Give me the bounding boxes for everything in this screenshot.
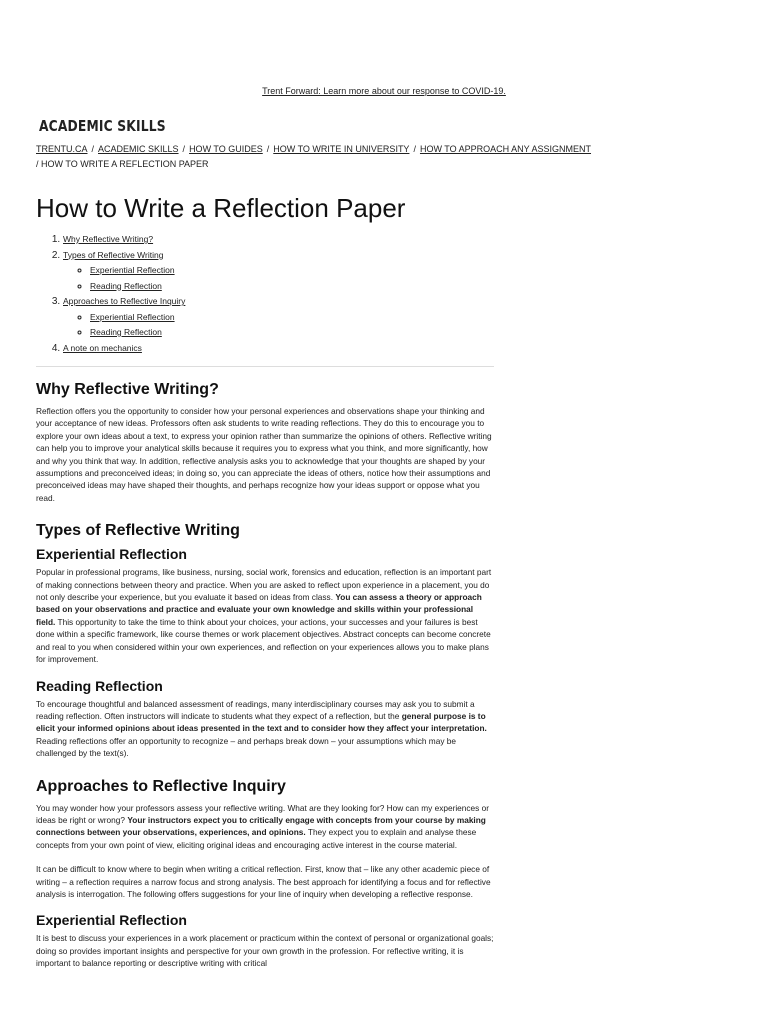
- subheading-types-experiential: Experiential Reflection: [36, 546, 187, 563]
- toc-item: [63, 232, 496, 248]
- section-heading-why: Why Reflective Writing?: [36, 381, 219, 398]
- text-segment: You may wonder how your professors assess your reflective writing. What are they looking for? How can my experiences or ideas be right or wrong?: [36, 802, 489, 825]
- text-segment: This opportunity to take the time to think about your choices, your actions, your successes and your failures is best done within a specific framework, like course themes or work placement objectives. Abstract concepts can become concrete and real to you when considered within your own experiences, and reflection on your experiences allows you to make plans for improvement.: [36, 616, 491, 665]
- breadcrumb-item-trentu[interactable]: TRENTU.CA: [36, 144, 88, 154]
- toc-subitem: [90, 310, 496, 326]
- covid-banner-link[interactable]: Trent Forward: Learn more about our response to COVID-19.: [262, 86, 506, 96]
- text-segment: Popular in professional programs, like business, nursing, social work, forensics and education, reflection is an important part of making connections between theory and practice. When you are asked to reflect upon experience in a placement, you do not only describe your experience, but you evaluate it based on ideas from class.: [36, 567, 492, 603]
- page-title: How to Write a Reflection Paper: [36, 193, 406, 223]
- toc-link-note-on-mechanics[interactable]: A note on mechanics: [63, 342, 142, 353]
- article-content: [36, 381, 494, 982]
- toc-link-why-reflective-writing[interactable]: Why Reflective Writing?: [63, 234, 154, 244]
- text-emphasis: Your instructors expect you to critically engage with concepts from your course by making connections between your observations, experiences, and opinions.: [36, 814, 486, 838]
- breadcrumb-separator: /: [36, 159, 39, 169]
- breadcrumb-separator: /: [413, 144, 416, 154]
- breadcrumb-current: HOW TO WRITE A REFLECTION PAPER: [41, 159, 209, 169]
- breadcrumb: [36, 142, 606, 172]
- toc-divider: [36, 366, 494, 367]
- breadcrumb-item-academic-skills[interactable]: ACADEMIC SKILLS: [98, 144, 179, 154]
- breadcrumb-item-how-to-approach-any-assignment[interactable]: HOW TO APPROACH ANY ASSIGNMENT: [419, 144, 592, 154]
- toc-subitem: [90, 263, 496, 279]
- subheading-types-reading: Reading Reflection: [36, 677, 163, 694]
- toc-link-approaches[interactable]: Approaches to Reflective Inquiry: [63, 296, 186, 306]
- text-segment: Reading reflections offer an opportunity to recognize – and perhaps break down – your assumptions which may be challenged by the text(s).: [36, 735, 457, 759]
- text-emphasis: general purpose is to elicit your informed opinions about ideas presented in the text and to consider how they affect your interpretation.: [36, 710, 487, 734]
- subheading-approaches-experiential: Experiential Reflection: [36, 912, 187, 929]
- breadcrumb-separator: /: [266, 144, 270, 154]
- text-segment: They expect you to explain and analyse these concepts from your own point of view, eliciting original ideas and encouraging active interest in the course material.: [36, 827, 477, 850]
- paragraph-approaches-2: It can be difficult to know where to begin when writing a critical reflection. First, know that – like any other academic piece of writing – a reflection requires a narrow focus and strong analysis. The best approach for identifying a focus and for reflective analysis is interrogation. The following offers suggestions for your line of inquiry when developing a reflective response.: [36, 864, 491, 899]
- paragraph-types-experiential: [36, 566, 494, 665]
- toc-subitem: [90, 279, 496, 295]
- text-segment: To encourage thoughtful and balanced assessment of readings, many interdisciplinary courses may ask you to submit a reading reflection. Often instructors will indicate to students what they expect of a reflection, but the: [36, 698, 475, 721]
- paragraph-types-reading: [36, 698, 494, 760]
- toc-link-approaches-experiential[interactable]: Experiential Reflection: [90, 311, 175, 322]
- covid-banner: [0, 86, 768, 96]
- paragraph-approaches-1: [36, 802, 494, 852]
- section-heading-types: Types of Reflective Writing: [36, 522, 240, 540]
- toc-link-types-reading[interactable]: Reading Reflection: [90, 280, 162, 291]
- breadcrumb-separator: /: [182, 144, 186, 154]
- toc-item: [63, 341, 496, 357]
- section-heading-approaches: Approaches to Reflective Inquiry: [36, 777, 286, 795]
- site-name[interactable]: ACADEMIC SKILLS: [39, 117, 166, 135]
- text-emphasis: You can assess a theory or approach based on your observations and practice and evaluate your own knowledge and skills within your professional field.: [36, 592, 482, 627]
- breadcrumb-separator: /: [91, 144, 95, 154]
- toc-link-types-of-reflective-writing[interactable]: Types of Reflective Writing: [63, 249, 164, 260]
- table-of-contents: [36, 232, 496, 356]
- toc-item: [63, 248, 496, 295]
- toc-item: [63, 294, 496, 341]
- paragraph-approaches-experiential: It is best to discuss your experiences in a work placement or practicum within the context of personal or organizational goals; doing so provides important insights and perspective for your own growth in the profession. For reflective writing, it is important to balance reporting or descriptive writing with critical: [36, 933, 494, 969]
- toc-link-approaches-reading[interactable]: Reading Reflection: [90, 327, 162, 337]
- toc-link-types-experiential[interactable]: Experiential Reflection: [90, 265, 175, 275]
- toc-subitem: [90, 325, 496, 341]
- breadcrumb-item-how-to-guides[interactable]: HOW TO GUIDES: [189, 144, 263, 154]
- paragraph-why: Reflection offers you the opportunity to consider how your personal experiences and observations shape your thinking and your acceptance of new ideas. Professors often ask students to write reading reflections. They do this to encourage you to explore your own ideas about a text, to express your opinion rather than summarize the opinions of others. Reflective writing can help you to improve your analytical skills because it requires you to express what you think, and more significantly, how and why you think that way. In addition, reflective analysis asks you to acknowledge that your thoughts are shaped by your assumptions and preconceived ideas; in doing so, you can appreciate the ideas of others, notice how their assumptions and preconceived ideas may have shaped their thoughts, and perhaps recognize how your ideas support or oppose what you read.: [36, 406, 492, 503]
- breadcrumb-item-how-to-write-in-university[interactable]: HOW TO WRITE IN UNIVERSITY: [273, 144, 410, 154]
